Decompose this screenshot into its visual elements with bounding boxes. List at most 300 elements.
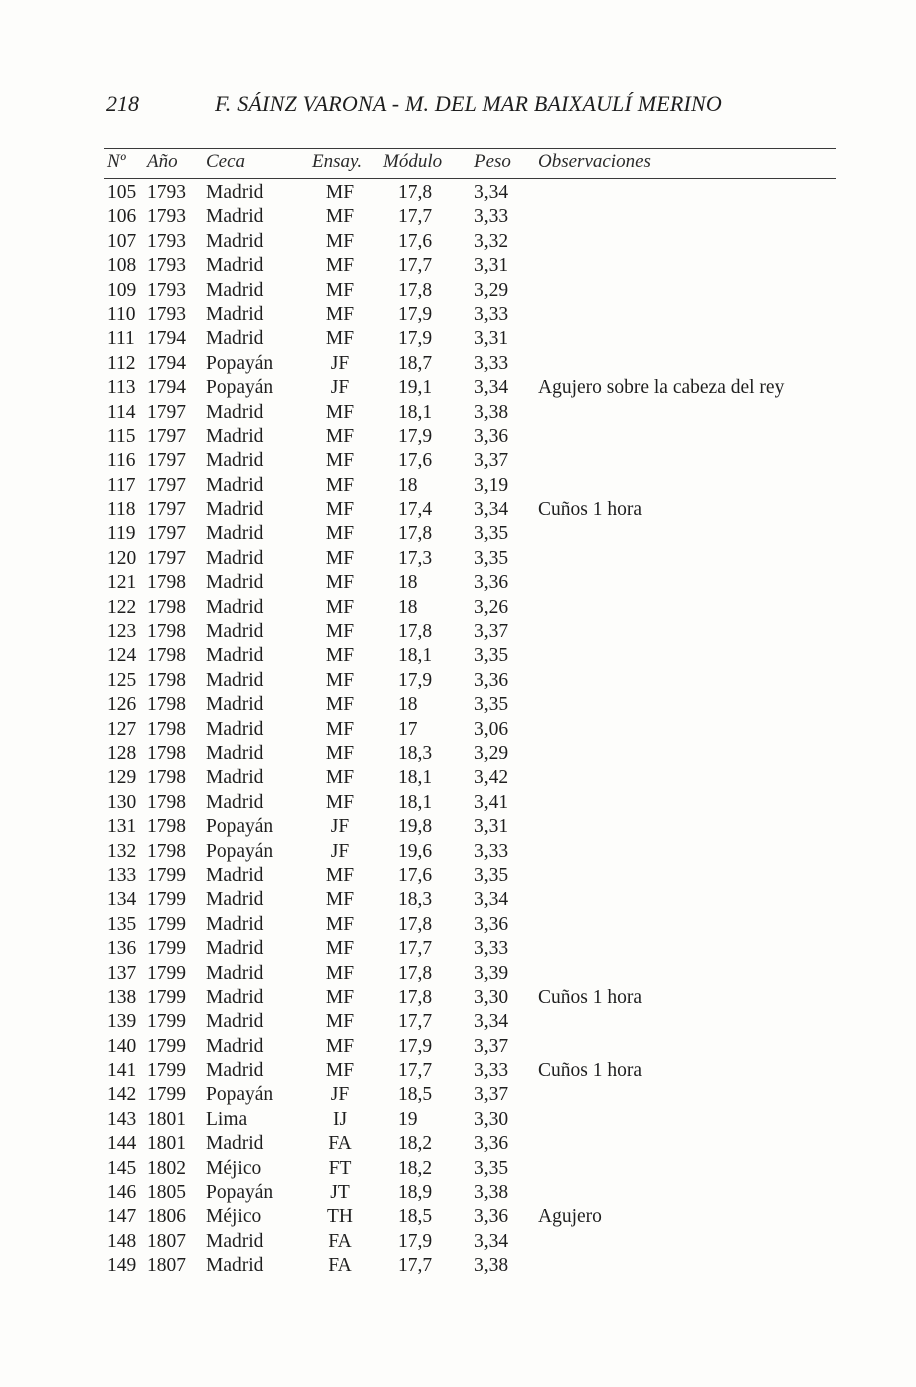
cell-modulo: 17,9 bbox=[398, 328, 433, 350]
cell-modulo: 17,6 bbox=[398, 450, 433, 472]
cell-observaciones: Agujero sobre la cabeza del rey bbox=[538, 377, 785, 399]
cell-ensay: MF bbox=[325, 425, 355, 447]
cell-peso: 3,33 bbox=[474, 840, 509, 862]
cell-ano: 1806 bbox=[147, 1206, 186, 1228]
cell-ensay: MF bbox=[325, 182, 355, 203]
cell-no: 109 bbox=[107, 279, 137, 301]
cell-ceca: Madrid bbox=[206, 255, 264, 277]
table-row bbox=[0, 790, 916, 814]
cell-peso: 3,36 bbox=[474, 913, 509, 935]
table-row bbox=[0, 1204, 916, 1228]
cell-ceca: Madrid bbox=[206, 962, 264, 984]
cell-ano: 1793 bbox=[147, 255, 186, 277]
cell-ano: 1799 bbox=[147, 864, 186, 886]
cell-ensay: MF bbox=[325, 572, 355, 594]
cell-modulo: 18,1 bbox=[398, 767, 433, 789]
cell-ceca: Madrid bbox=[206, 938, 264, 960]
cell-modulo: 18 bbox=[398, 474, 418, 496]
cell-ceca: Madrid bbox=[206, 206, 264, 228]
cell-ano: 1797 bbox=[147, 401, 186, 423]
cell-peso: 3,38 bbox=[474, 1255, 509, 1277]
cell-peso: 3,34 bbox=[474, 377, 509, 399]
cell-no: 131 bbox=[107, 816, 137, 838]
cell-ensay: MF bbox=[325, 694, 355, 716]
cell-no: 146 bbox=[107, 1182, 137, 1204]
cell-ensay: FA bbox=[328, 1133, 352, 1155]
cell-ano: 1797 bbox=[147, 499, 186, 521]
cell-ceca: Popayán bbox=[206, 1182, 274, 1204]
cell-peso: 3,30 bbox=[474, 1108, 509, 1130]
cell-no: 132 bbox=[107, 840, 137, 862]
cell-ano: 1805 bbox=[147, 1182, 186, 1204]
cell-peso: 3,35 bbox=[474, 694, 509, 716]
cell-ceca: Méjico bbox=[206, 1157, 262, 1179]
cell-modulo: 18 bbox=[398, 596, 418, 618]
cell-ceca: Madrid bbox=[206, 864, 264, 886]
cell-ano: 1798 bbox=[147, 621, 186, 643]
cell-no: 130 bbox=[107, 791, 137, 813]
cell-ensay: MF bbox=[325, 889, 355, 911]
cell-ceca: Madrid bbox=[206, 645, 264, 667]
cell-no: 105 bbox=[107, 182, 137, 203]
cell-no: 124 bbox=[107, 645, 137, 667]
table-row bbox=[0, 985, 916, 1009]
cell-no: 117 bbox=[107, 474, 136, 496]
cell-peso: 3,36 bbox=[474, 1133, 509, 1155]
cell-ensay: MF bbox=[325, 864, 355, 886]
cell-peso: 3,31 bbox=[474, 816, 509, 838]
cell-ceca: Madrid bbox=[206, 450, 264, 472]
cell-ensay: MF bbox=[325, 328, 355, 350]
cell-peso: 3,35 bbox=[474, 645, 509, 667]
cell-ceca: Madrid bbox=[206, 303, 264, 325]
table-row bbox=[0, 1253, 916, 1277]
cell-ano: 1793 bbox=[147, 182, 186, 203]
cell-ensay: JF bbox=[330, 1084, 350, 1106]
cell-modulo: 18,5 bbox=[398, 1084, 433, 1106]
cell-no: 143 bbox=[107, 1108, 137, 1130]
table-row bbox=[0, 692, 916, 716]
cell-modulo: 17,9 bbox=[398, 1035, 433, 1057]
column-header-ceca: Ceca bbox=[206, 151, 246, 172]
cell-ceca: Madrid bbox=[206, 986, 264, 1008]
table-row bbox=[0, 1229, 916, 1253]
cell-ano: 1793 bbox=[147, 279, 186, 301]
cell-peso: 3,29 bbox=[474, 742, 509, 764]
cell-modulo: 17,7 bbox=[398, 1255, 433, 1277]
cell-no: 147 bbox=[107, 1206, 137, 1228]
cell-peso: 3,34 bbox=[474, 182, 509, 203]
cell-ano: 1798 bbox=[147, 816, 186, 838]
cell-peso: 3,33 bbox=[474, 303, 509, 325]
cell-no: 129 bbox=[107, 767, 137, 789]
cell-ceca: Madrid bbox=[206, 742, 264, 764]
cell-ano: 1794 bbox=[147, 377, 186, 399]
cell-ceca: Madrid bbox=[206, 182, 264, 203]
cell-ano: 1801 bbox=[147, 1133, 186, 1155]
cell-peso: 3,35 bbox=[474, 864, 509, 886]
cell-ceca: Madrid bbox=[206, 669, 264, 691]
table-row bbox=[0, 839, 916, 863]
cell-modulo: 17,8 bbox=[398, 986, 433, 1008]
cell-ensay: MF bbox=[325, 742, 355, 764]
cell-ceca: Madrid bbox=[206, 328, 264, 350]
column-header-ensay: Ensay. bbox=[312, 151, 363, 172]
cell-no: 115 bbox=[107, 425, 136, 447]
cell-no: 118 bbox=[107, 499, 136, 521]
table-row bbox=[0, 570, 916, 594]
table-row bbox=[0, 253, 916, 277]
cell-modulo: 17,4 bbox=[398, 499, 433, 521]
cell-modulo: 17,3 bbox=[398, 547, 433, 569]
cell-modulo: 17,8 bbox=[398, 962, 433, 984]
cell-ensay: MF bbox=[325, 596, 355, 618]
cell-ceca: Madrid bbox=[206, 767, 264, 789]
cell-ensay: MF bbox=[325, 303, 355, 325]
table-row bbox=[0, 1107, 916, 1131]
cell-ano: 1797 bbox=[147, 450, 186, 472]
cell-modulo: 18,1 bbox=[398, 791, 433, 813]
cell-modulo: 17,9 bbox=[398, 1230, 433, 1252]
cell-peso: 3,36 bbox=[474, 1206, 509, 1228]
cell-peso: 3,31 bbox=[474, 255, 509, 277]
table-row bbox=[0, 643, 916, 667]
cell-no: 137 bbox=[107, 962, 137, 984]
cell-ano: 1799 bbox=[147, 889, 186, 911]
cell-ano: 1794 bbox=[147, 352, 186, 374]
cell-no: 119 bbox=[107, 523, 136, 545]
column-header-observaciones: Observaciones bbox=[538, 151, 651, 172]
table-row bbox=[0, 229, 916, 253]
cell-modulo: 18,2 bbox=[398, 1133, 433, 1155]
cell-ano: 1793 bbox=[147, 206, 186, 228]
cell-ano: 1797 bbox=[147, 474, 186, 496]
table-row bbox=[0, 1058, 916, 1082]
cell-ensay: MF bbox=[325, 718, 355, 740]
cell-ano: 1797 bbox=[147, 547, 186, 569]
cell-ano: 1793 bbox=[147, 303, 186, 325]
cell-peso: 3,35 bbox=[474, 523, 509, 545]
cell-no: 107 bbox=[107, 230, 137, 252]
cell-modulo: 18,9 bbox=[398, 1182, 433, 1204]
cell-ensay: MF bbox=[325, 791, 355, 813]
cell-no: 145 bbox=[107, 1157, 137, 1179]
cell-ensay: MF bbox=[325, 621, 355, 643]
cell-ano: 1798 bbox=[147, 742, 186, 764]
cell-modulo: 17,7 bbox=[398, 1060, 433, 1082]
cell-ensay: MF bbox=[325, 938, 355, 960]
table-row bbox=[0, 741, 916, 765]
table-top-rule bbox=[104, 148, 836, 149]
cell-peso: 3,26 bbox=[474, 596, 509, 618]
table-row bbox=[0, 204, 916, 228]
table-row bbox=[0, 1009, 916, 1033]
cell-ensay: JF bbox=[330, 352, 350, 374]
cell-modulo: 17,8 bbox=[398, 913, 433, 935]
cell-ensay: MF bbox=[325, 230, 355, 252]
cell-no: 108 bbox=[107, 255, 137, 277]
table-row bbox=[0, 961, 916, 985]
cell-peso: 3,36 bbox=[474, 669, 509, 691]
cell-ano: 1798 bbox=[147, 645, 186, 667]
cell-ceca: Madrid bbox=[206, 499, 264, 521]
cell-no: 112 bbox=[107, 352, 136, 374]
cell-ceca: Madrid bbox=[206, 889, 264, 911]
cell-ensay: MF bbox=[325, 523, 355, 545]
table-row bbox=[0, 424, 916, 448]
cell-peso: 3,29 bbox=[474, 279, 509, 301]
cell-modulo: 17,8 bbox=[398, 182, 433, 203]
table-row bbox=[0, 473, 916, 497]
cell-no: 139 bbox=[107, 1011, 137, 1033]
cell-ensay: MF bbox=[325, 962, 355, 984]
cell-ano: 1799 bbox=[147, 1011, 186, 1033]
cell-ano: 1799 bbox=[147, 913, 186, 935]
cell-modulo: 17 bbox=[398, 718, 418, 740]
cell-ensay: JF bbox=[330, 840, 350, 862]
cell-ceca: Lima bbox=[206, 1108, 248, 1130]
cell-ensay: MF bbox=[325, 986, 355, 1008]
cell-ceca: Madrid bbox=[206, 1133, 264, 1155]
cell-no: 148 bbox=[107, 1230, 137, 1252]
cell-ano: 1799 bbox=[147, 962, 186, 984]
table-row bbox=[0, 1131, 916, 1155]
cell-ano: 1798 bbox=[147, 572, 186, 594]
column-header-modulo: Módulo bbox=[383, 151, 443, 172]
cell-no: 136 bbox=[107, 938, 137, 960]
table-row bbox=[0, 448, 916, 472]
cell-peso: 3,34 bbox=[474, 499, 509, 521]
cell-no: 133 bbox=[107, 864, 137, 886]
cell-modulo: 19 bbox=[398, 1108, 418, 1130]
cell-modulo: 17,7 bbox=[398, 938, 433, 960]
cell-modulo: 17,6 bbox=[398, 230, 433, 252]
cell-no: 111 bbox=[107, 328, 135, 350]
cell-ceca: Méjico bbox=[206, 1206, 262, 1228]
cell-ceca: Madrid bbox=[206, 1060, 264, 1082]
cell-observaciones: Agujero bbox=[538, 1206, 602, 1228]
cell-ensay: MF bbox=[325, 401, 355, 423]
cell-modulo: 17,6 bbox=[398, 864, 433, 886]
cell-peso: 3,37 bbox=[474, 621, 509, 643]
cell-observaciones: Cuños 1 hora bbox=[538, 1060, 642, 1082]
cell-modulo: 19,8 bbox=[398, 816, 433, 838]
cell-no: 140 bbox=[107, 1035, 137, 1057]
cell-no: 121 bbox=[107, 572, 137, 594]
cell-no: 114 bbox=[107, 401, 136, 423]
cell-ceca: Popayán bbox=[206, 840, 274, 862]
cell-ceca: Madrid bbox=[206, 596, 264, 618]
cell-ceca: Madrid bbox=[206, 694, 264, 716]
cell-modulo: 17,8 bbox=[398, 279, 433, 301]
table-row bbox=[0, 1180, 916, 1204]
cell-peso: 3,34 bbox=[474, 1011, 509, 1033]
cell-no: 116 bbox=[107, 450, 136, 472]
cell-ensay: MF bbox=[325, 1035, 355, 1057]
running-title: F. SÁINZ VARONA - M. DEL MAR BAIXAULÍ MERINO bbox=[215, 91, 723, 116]
cell-modulo: 18 bbox=[398, 572, 418, 594]
page-number: 218 bbox=[106, 91, 139, 116]
cell-ensay: MF bbox=[325, 1011, 355, 1033]
cell-peso: 3,37 bbox=[474, 1084, 509, 1106]
cell-modulo: 17,7 bbox=[398, 206, 433, 228]
cell-peso: 3,42 bbox=[474, 767, 509, 789]
cell-observaciones: Cuños 1 hora bbox=[538, 499, 642, 521]
cell-peso: 3,34 bbox=[474, 889, 509, 911]
cell-ceca: Madrid bbox=[206, 1230, 264, 1252]
cell-no: 149 bbox=[107, 1255, 137, 1277]
cell-ceca: Madrid bbox=[206, 1011, 264, 1033]
cell-ensay: MF bbox=[325, 767, 355, 789]
cell-ceca: Madrid bbox=[206, 425, 264, 447]
cell-ceca: Madrid bbox=[206, 621, 264, 643]
cell-ceca: Madrid bbox=[206, 401, 264, 423]
cell-peso: 3,36 bbox=[474, 572, 509, 594]
table-row bbox=[0, 326, 916, 350]
cell-modulo: 17,8 bbox=[398, 621, 433, 643]
cell-modulo: 17,7 bbox=[398, 255, 433, 277]
cell-ensay: MF bbox=[325, 206, 355, 228]
cell-modulo: 18,7 bbox=[398, 352, 433, 374]
cell-modulo: 17,9 bbox=[398, 425, 433, 447]
table-row bbox=[0, 595, 916, 619]
cell-ceca: Madrid bbox=[206, 1035, 264, 1057]
cell-peso: 3,33 bbox=[474, 1060, 509, 1082]
cell-ensay: JT bbox=[330, 1182, 350, 1204]
cell-ano: 1798 bbox=[147, 669, 186, 691]
table-row bbox=[0, 887, 916, 911]
cell-modulo: 18,1 bbox=[398, 401, 433, 423]
cell-no: 125 bbox=[107, 669, 137, 691]
cell-ensay: MF bbox=[325, 547, 355, 569]
cell-ensay: MF bbox=[325, 499, 355, 521]
cell-peso: 3,33 bbox=[474, 938, 509, 960]
cell-ceca: Madrid bbox=[206, 474, 264, 496]
table-row bbox=[0, 375, 916, 399]
cell-modulo: 18,3 bbox=[398, 742, 433, 764]
cell-no: 123 bbox=[107, 621, 137, 643]
table-header bbox=[0, 151, 916, 175]
table-row bbox=[0, 1034, 916, 1058]
cell-ano: 1799 bbox=[147, 1060, 186, 1082]
cell-ensay: MF bbox=[325, 279, 355, 301]
cell-ensay: MF bbox=[325, 255, 355, 277]
cell-modulo: 18,2 bbox=[398, 1157, 433, 1179]
table-row bbox=[0, 521, 916, 545]
cell-peso: 3,37 bbox=[474, 450, 509, 472]
cell-ensay: FA bbox=[328, 1230, 352, 1252]
cell-ceca: Popayán bbox=[206, 352, 274, 374]
cell-no: 142 bbox=[107, 1084, 137, 1106]
cell-ano: 1799 bbox=[147, 938, 186, 960]
cell-ceca: Madrid bbox=[206, 547, 264, 569]
cell-ensay: MF bbox=[325, 450, 355, 472]
table-row bbox=[0, 497, 916, 521]
cell-peso: 3,36 bbox=[474, 425, 509, 447]
cell-no: 122 bbox=[107, 596, 137, 618]
cell-ano: 1799 bbox=[147, 1084, 186, 1106]
table-row bbox=[0, 546, 916, 570]
cell-no: 141 bbox=[107, 1060, 137, 1082]
cell-peso: 3,34 bbox=[474, 1230, 509, 1252]
cell-peso: 3,38 bbox=[474, 401, 509, 423]
cell-modulo: 17,9 bbox=[398, 303, 433, 325]
column-header-ano: Año bbox=[147, 151, 178, 172]
cell-ano: 1807 bbox=[147, 1230, 186, 1252]
cell-ano: 1802 bbox=[147, 1157, 186, 1179]
cell-modulo: 18,3 bbox=[398, 889, 433, 911]
cell-no: 126 bbox=[107, 694, 137, 716]
cell-modulo: 19,1 bbox=[398, 377, 433, 399]
table-body bbox=[0, 180, 916, 1278]
cell-peso: 3,39 bbox=[474, 962, 509, 984]
cell-modulo: 18,1 bbox=[398, 645, 433, 667]
cell-ceca: Madrid bbox=[206, 718, 264, 740]
cell-ceca: Popayán bbox=[206, 1084, 274, 1106]
cell-peso: 3,31 bbox=[474, 328, 509, 350]
table-row bbox=[0, 1156, 916, 1180]
cell-peso: 3,19 bbox=[474, 474, 509, 496]
cell-ensay: FA bbox=[328, 1255, 352, 1277]
table-row bbox=[0, 351, 916, 375]
cell-ceca: Madrid bbox=[206, 279, 264, 301]
column-header-no: Nº bbox=[107, 151, 126, 172]
cell-no: 138 bbox=[107, 986, 137, 1008]
cell-ceca: Madrid bbox=[206, 1255, 264, 1277]
cell-no: 144 bbox=[107, 1133, 137, 1155]
cell-peso: 3,35 bbox=[474, 1157, 509, 1179]
cell-ensay: MF bbox=[325, 645, 355, 667]
table-row bbox=[0, 912, 916, 936]
cell-ensay: JF bbox=[330, 816, 350, 838]
cell-ensay: MF bbox=[325, 913, 355, 935]
cell-no: 113 bbox=[107, 377, 136, 399]
cell-ano: 1801 bbox=[147, 1108, 186, 1130]
cell-ano: 1798 bbox=[147, 718, 186, 740]
table-row bbox=[0, 936, 916, 960]
cell-ano: 1797 bbox=[147, 523, 186, 545]
table-row bbox=[0, 668, 916, 692]
table-row bbox=[0, 278, 916, 302]
table-header-rule bbox=[104, 178, 836, 179]
cell-ensay: MF bbox=[325, 474, 355, 496]
cell-ensay: IJ bbox=[332, 1108, 348, 1130]
cell-no: 110 bbox=[107, 303, 136, 325]
cell-peso: 3,32 bbox=[474, 230, 509, 252]
table-row bbox=[0, 400, 916, 424]
table-row bbox=[0, 180, 916, 204]
table-row bbox=[0, 814, 916, 838]
cell-ano: 1793 bbox=[147, 230, 186, 252]
cell-ano: 1798 bbox=[147, 840, 186, 862]
cell-ceca: Madrid bbox=[206, 230, 264, 252]
column-header-peso: Peso bbox=[474, 151, 511, 172]
cell-ano: 1798 bbox=[147, 596, 186, 618]
cell-observaciones: Cuños 1 hora bbox=[538, 986, 642, 1008]
cell-ano: 1797 bbox=[147, 425, 186, 447]
cell-ensay: MF bbox=[325, 669, 355, 691]
cell-no: 135 bbox=[107, 913, 137, 935]
cell-no: 120 bbox=[107, 547, 137, 569]
cell-ano: 1798 bbox=[147, 694, 186, 716]
cell-ensay: JF bbox=[330, 377, 350, 399]
cell-peso: 3,33 bbox=[474, 352, 509, 374]
cell-ano: 1798 bbox=[147, 767, 186, 789]
cell-peso: 3,41 bbox=[474, 791, 509, 813]
cell-ceca: Madrid bbox=[206, 523, 264, 545]
table-row bbox=[0, 619, 916, 643]
cell-peso: 3,38 bbox=[474, 1182, 509, 1204]
